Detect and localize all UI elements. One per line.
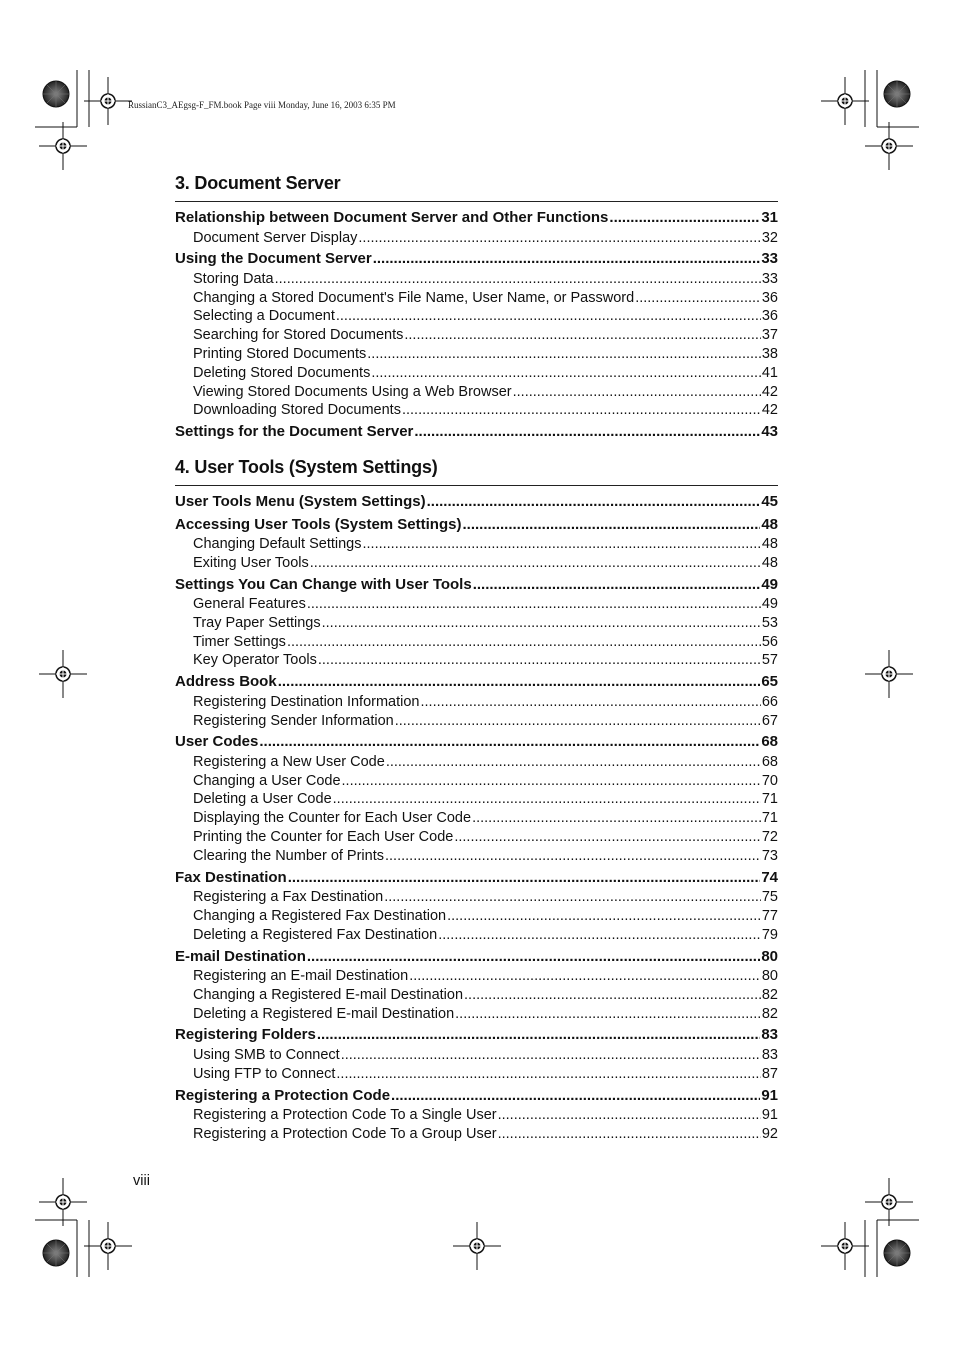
toc-entry-page: 38 (761, 345, 778, 362)
toc-entry-title: Deleting a Registered Fax Destination (193, 926, 438, 943)
dot-leader (278, 670, 761, 694)
dot-leader (275, 270, 761, 289)
toc-entry-page: 36 (761, 308, 778, 325)
section-title: 3. Document Server (175, 173, 341, 193)
toc-entry-title: Downloading Stored Documents (193, 402, 401, 419)
toc-entry-title: User Codes (175, 733, 259, 751)
toc-entry-sub[interactable] (175, 772, 778, 791)
toc-entry-sub[interactable] (175, 847, 778, 866)
dot-leader (307, 945, 760, 969)
toc-entry-sub[interactable] (175, 364, 778, 383)
dot-leader (287, 633, 761, 652)
dot-leader (473, 573, 761, 597)
toc-entry-page: 80 (761, 947, 778, 965)
dot-leader (454, 828, 761, 847)
toc-entry-page: 33 (761, 270, 778, 287)
dot-leader (402, 401, 761, 420)
toc-entry-sub[interactable] (175, 926, 778, 945)
dot-leader (336, 307, 761, 326)
toc-entry-page: 68 (761, 733, 778, 751)
toc-entry-main[interactable] (175, 420, 778, 443)
toc-entry-page: 48 (761, 515, 778, 533)
toc-entry-main[interactable] (175, 866, 778, 889)
toc-entry-page: 57 (761, 652, 778, 669)
toc-entry-title: Displaying the Counter for Each User Code (193, 810, 472, 827)
toc-entry-main[interactable] (175, 945, 778, 968)
toc-entry-title: Registering a Protection Code To a Single User (193, 1107, 497, 1124)
toc-entry-title: Accessing User Tools (System Settings) (175, 515, 462, 533)
toc-section-user-tools (175, 456, 778, 1144)
toc-entry-page: 80 (761, 968, 778, 985)
dot-leader (513, 383, 761, 402)
dot-leader (385, 847, 761, 866)
toc-entry-main[interactable] (175, 1023, 778, 1046)
toc-entry-title: Fax Destination (175, 868, 287, 886)
dot-leader (342, 772, 761, 791)
toc-entry-page: 48 (761, 536, 778, 552)
toc-entry-page: 83 (761, 1026, 778, 1044)
toc-entry-page: 49 (761, 596, 778, 613)
toc-entry-sub[interactable] (175, 907, 778, 926)
toc-entry-sub[interactable] (175, 326, 778, 345)
dot-leader (404, 326, 761, 345)
toc-entry-sub[interactable] (175, 753, 778, 772)
toc-entry-sub[interactable] (175, 888, 778, 907)
toc-entry-title: Printing the Counter for Each User Code (193, 829, 454, 846)
toc-entry-page: 70 (761, 772, 778, 789)
toc-entry-page: 48 (761, 554, 778, 571)
dot-leader (498, 1106, 761, 1125)
page-number: viii (133, 1173, 150, 1189)
toc-entry-title: Registering a Protection Code (175, 1086, 391, 1104)
toc-entry-main[interactable] (175, 670, 778, 693)
toc-entry-title: Selecting a Document (193, 308, 335, 325)
toc-entries (175, 206, 778, 443)
toc-entry-title: Registering a Protection Code To a Group User (193, 1125, 497, 1142)
toc-entry-main[interactable] (175, 730, 778, 753)
toc-entry-main[interactable] (175, 513, 778, 536)
toc-entry-title: General Features (193, 596, 306, 613)
toc-entry-title: Key Operator Tools (193, 652, 317, 669)
toc-entry-page: 53 (761, 614, 778, 631)
toc-entry-sub[interactable] (175, 345, 778, 364)
toc-entry-sub[interactable] (175, 307, 778, 326)
toc-section-document-server (175, 172, 778, 443)
toc-entry-main[interactable] (175, 1084, 778, 1107)
dot-leader (447, 907, 761, 926)
toc-entry-sub[interactable] (175, 595, 778, 614)
toc-entry-title: Clearing the Number of Prints (193, 847, 384, 864)
dot-leader (438, 926, 761, 945)
toc-entry-sub[interactable] (175, 229, 778, 248)
toc-entry-page: 32 (761, 229, 778, 246)
toc-entry-page: 82 (761, 986, 778, 1003)
toc-entry-title: Registering a Fax Destination (193, 889, 384, 906)
dot-leader (498, 1125, 761, 1144)
dot-leader (420, 693, 760, 712)
dot-leader (371, 364, 761, 383)
toc-entry-sub[interactable] (175, 986, 778, 1005)
toc-entry-title: Settings You Can Change with User Tools (175, 575, 472, 593)
toc-entry-title: Using SMB to Connect (193, 1046, 340, 1063)
toc-entry-page: 33 (761, 250, 778, 268)
dot-leader (395, 712, 761, 731)
toc-entry-page: 77 (761, 907, 778, 924)
dot-leader (609, 206, 760, 230)
toc-entry-sub[interactable] (175, 1005, 778, 1024)
toc-entry-page: 75 (761, 889, 778, 906)
toc-entry-sub[interactable] (175, 712, 778, 731)
toc-entry-sub[interactable] (175, 1046, 778, 1065)
toc-entry-title: Viewing Stored Documents Using a Web Browser (193, 383, 512, 400)
dot-leader (472, 809, 761, 828)
dot-leader (373, 247, 761, 271)
toc-entry-title: Changing a Registered Fax Destination (193, 907, 447, 924)
toc-entry-sub[interactable] (175, 651, 778, 670)
toc-entry-page: 42 (761, 402, 778, 419)
dot-leader (288, 866, 761, 890)
toc-entry-title: Changing a Stored Document's File Name, User Name, or Password (193, 289, 635, 306)
toc-entries (175, 490, 778, 1144)
toc-entry-page: 67 (761, 712, 778, 729)
toc-entry-page: 49 (761, 575, 778, 593)
toc-entry-sub[interactable] (175, 1106, 778, 1125)
toc-entry-main[interactable] (175, 247, 778, 270)
section-rule (175, 485, 778, 486)
toc-entry-title: Changing a User Code (193, 772, 341, 789)
toc-entry-title: Registering Sender Information (193, 712, 394, 729)
toc-entry-page: 82 (761, 1005, 778, 1022)
toc-entry-sub[interactable] (175, 289, 778, 308)
toc-entry-sub[interactable] (175, 790, 778, 809)
toc-entry-page: 36 (761, 289, 778, 306)
dot-leader (391, 1084, 760, 1108)
dot-leader (317, 1023, 760, 1047)
toc-entry-title: User Tools Menu (System Settings) (175, 493, 426, 510)
toc-entry-title: Changing Default Settings (193, 536, 362, 552)
dot-leader (307, 595, 761, 614)
dot-leader (384, 888, 761, 907)
toc-entry-title: Deleting a User Code (193, 791, 332, 808)
toc-entry-page: 83 (761, 1046, 778, 1063)
section-rule (175, 201, 778, 202)
toc-entry-page: 31 (761, 209, 778, 226)
toc-entry-title: Registering Folders (175, 1026, 316, 1044)
toc-entry-page: 73 (761, 847, 778, 864)
section-title: 4. User Tools (System Settings) (175, 457, 438, 477)
toc-entry-sub[interactable] (175, 967, 778, 986)
toc-entry-title: Storing Data (193, 270, 274, 287)
toc-entry-sub[interactable] (175, 401, 778, 420)
toc-entry-title: Exiting User Tools (193, 554, 309, 571)
dot-leader (318, 651, 761, 670)
toc-entry-title: Registering a New User Code (193, 753, 385, 770)
toc-entry-title: Timer Settings (193, 633, 286, 650)
toc-entry-page: 68 (761, 753, 778, 770)
dot-leader (358, 229, 760, 248)
toc-entry-title: Changing a Registered E-mail Destination (193, 986, 464, 1003)
toc-entry-title: Settings for the Document Server (175, 423, 414, 441)
dot-leader (464, 986, 761, 1005)
toc-entry-page: 87 (761, 1065, 778, 1082)
toc-entry-sub[interactable] (175, 270, 778, 289)
toc-entry-page: 79 (761, 926, 778, 943)
toc-entry-title: Registering Destination Information (193, 693, 420, 710)
toc-entry-sub[interactable] (175, 693, 778, 712)
toc-entry-page: 43 (761, 423, 778, 441)
toc-entry-sub[interactable] (175, 614, 778, 633)
toc-entry-main[interactable] (175, 490, 778, 513)
toc-entry-page: 66 (761, 693, 778, 710)
toc-entry-page: 71 (761, 810, 778, 827)
toc-entry-page: 91 (761, 1086, 778, 1104)
dot-leader (362, 535, 760, 554)
dot-leader (322, 614, 761, 633)
toc-entry-title: Printing Stored Documents (193, 345, 367, 362)
dot-leader (367, 345, 761, 364)
dot-leader (635, 289, 761, 308)
toc-entry-sub[interactable] (175, 535, 778, 554)
print-header: RussianC3_AEgsg-F_FM.book Page viii Monday, June 16, 2003 6:35 PM (128, 100, 396, 110)
dot-leader (455, 1005, 761, 1024)
dot-leader (427, 490, 761, 514)
toc-entry-title: E-mail Destination (175, 947, 306, 965)
toc-entry-page: 71 (761, 791, 778, 808)
toc-entry-title: Registering an E-mail Destination (193, 968, 409, 985)
dot-leader (409, 967, 761, 986)
dot-leader (462, 513, 760, 537)
toc-entry-page: 65 (761, 673, 778, 691)
toc-entry-title: Deleting Stored Documents (193, 364, 371, 381)
toc-entry-page: 74 (761, 868, 778, 886)
toc-entry-page: 42 (761, 383, 778, 400)
toc-entry-title: Deleting a Registered E-mail Destination (193, 1005, 455, 1022)
dot-leader (386, 753, 761, 772)
dot-leader (336, 1065, 760, 1084)
dot-leader (341, 1046, 761, 1065)
toc-entry-title: Using the Document Server (175, 250, 372, 268)
toc-entry-title: Using FTP to Connect (193, 1065, 336, 1082)
toc-entry-sub[interactable] (175, 633, 778, 652)
toc-entry-page: 72 (761, 829, 778, 846)
toc-entry-sub[interactable] (175, 828, 778, 847)
toc-entry-sub[interactable] (175, 1065, 778, 1084)
dot-leader (414, 420, 760, 444)
toc-entry-sub[interactable] (175, 383, 778, 402)
toc-entry-page: 56 (761, 633, 778, 650)
toc-entry-title: Searching for Stored Documents (193, 327, 404, 344)
toc-entry-page: 92 (761, 1125, 778, 1142)
dot-leader (259, 730, 760, 754)
toc-entry-title: Address Book (175, 673, 277, 691)
toc-entry-title: Tray Paper Settings (193, 614, 321, 631)
toc-entry-sub[interactable] (175, 809, 778, 828)
toc-entry-sub[interactable] (175, 554, 778, 573)
dot-leader (333, 790, 761, 809)
dot-leader (310, 554, 761, 573)
toc-entry-page: 37 (761, 327, 778, 344)
toc-entry-title: Document Server Display (193, 229, 358, 246)
toc-entry-title: Relationship between Document Server and Other Functions (175, 209, 609, 226)
toc-entry-page: 91 (761, 1107, 778, 1124)
toc-entry-page: 41 (761, 364, 778, 381)
toc-entry-page: 45 (761, 493, 778, 510)
toc-entry-sub[interactable] (175, 1125, 778, 1144)
toc-entry-main[interactable] (175, 573, 778, 596)
toc-entry-main[interactable] (175, 206, 778, 229)
